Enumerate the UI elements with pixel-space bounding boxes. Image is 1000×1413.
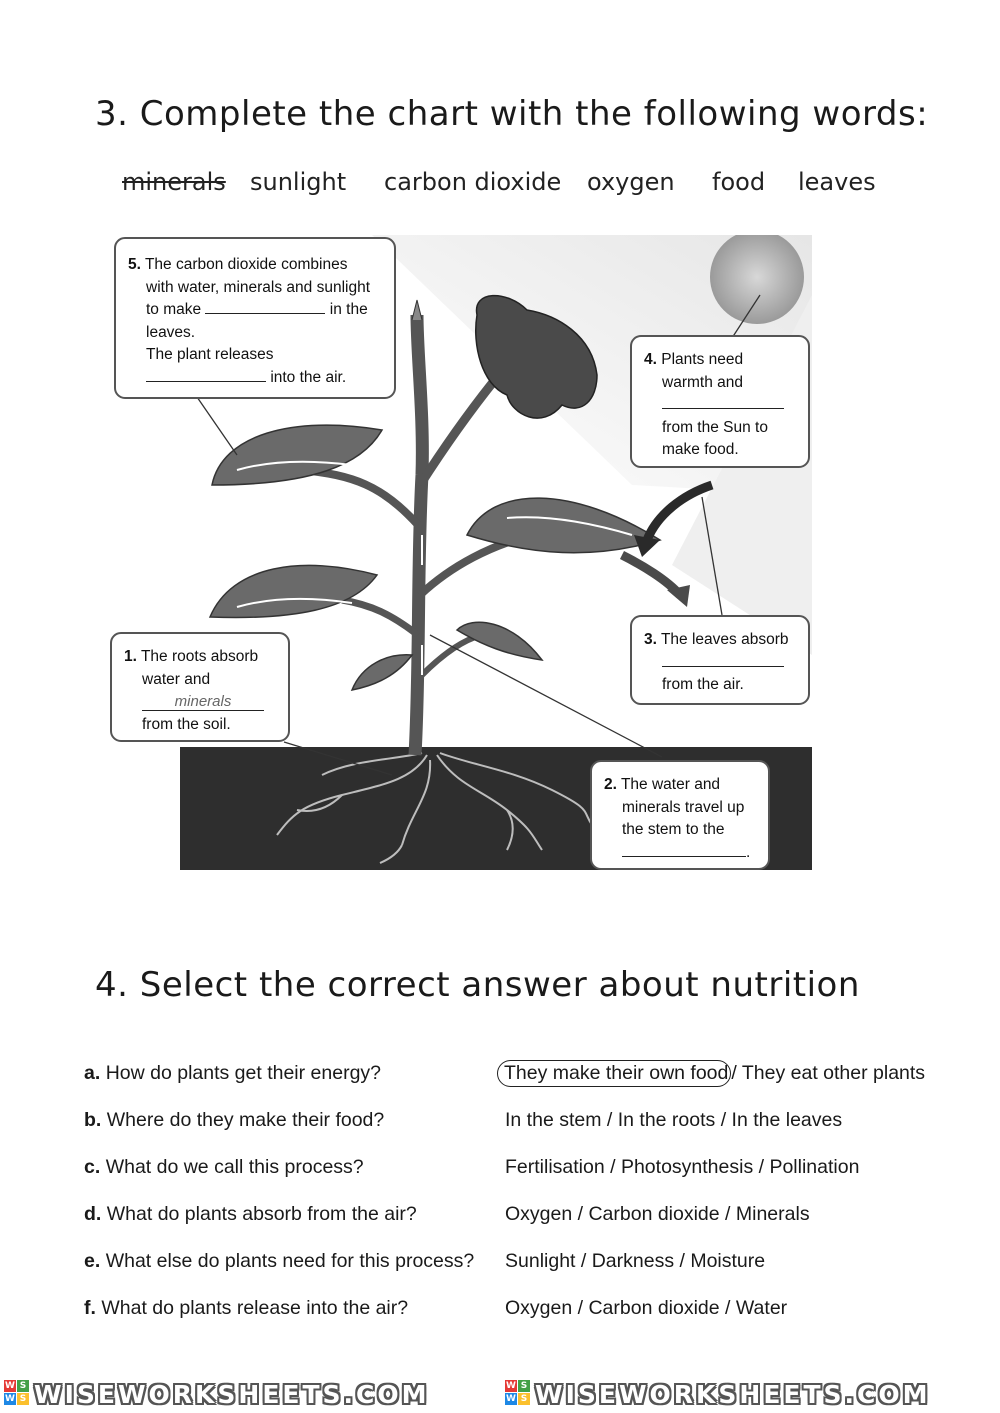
sunlight-blank[interactable] [662, 394, 784, 409]
question-letter: a. [84, 1062, 101, 1084]
answer-options[interactable]: In the stem / In the roots / In the leaves [505, 1109, 843, 1131]
callout-2-line4: . [746, 843, 751, 861]
leaf-small-left [352, 655, 412, 690]
logo-tile: S [518, 1380, 530, 1392]
question-letter: d. [84, 1203, 102, 1225]
callout-3 [630, 615, 810, 705]
callout-2-number: 2. [604, 776, 617, 793]
callout-4 [630, 335, 810, 468]
callout-5-line5: The plant releases [146, 346, 274, 363]
logo-tile: W [5, 1394, 15, 1404]
section-4-heading: 4. Select the correct answer about nutrition [95, 965, 860, 1005]
question-text: What else do plants need for this process? [105, 1250, 475, 1272]
word-minerals[interactable]: minerals [122, 168, 226, 196]
question-b [84, 1109, 984, 1139]
callout-2-line1: The water and [620, 776, 721, 793]
question-letter: e. [84, 1250, 101, 1272]
logo-icon [505, 1380, 531, 1406]
flower-bud [412, 300, 422, 320]
callout-3-number: 3. [644, 631, 657, 648]
callout-5 [114, 237, 396, 399]
logo-tile: W [506, 1394, 516, 1404]
leaves-blank[interactable] [622, 842, 746, 857]
callout-4-line4: make food. [662, 441, 739, 458]
callout-5-line6: into the air. [270, 368, 347, 386]
answer-option-selected[interactable]: They make their own food [497, 1060, 731, 1087]
callout-5-line4: leaves. [146, 323, 196, 341]
word-carbon-dioxide[interactable]: carbon dioxide [384, 168, 562, 196]
answer-option[interactable]: / They eat other plants [731, 1062, 926, 1084]
question-text: What do we call this process? [105, 1156, 364, 1178]
branch-left-lower [342, 600, 418, 635]
photosynthesis-diagram [112, 235, 812, 870]
callout-1-number: 1. [124, 648, 137, 665]
callout-2 [590, 760, 770, 870]
leaf-lower-left [210, 565, 377, 617]
callout-2-line3: the stem to the [622, 821, 725, 838]
branch-small [422, 635, 482, 675]
pointer-line-2 [430, 635, 662, 757]
question-letter: c. [84, 1156, 101, 1178]
callout-1-line3: from the soil. [142, 715, 231, 733]
question-text: Where do they make their food? [106, 1109, 385, 1131]
word-oxygen[interactable]: oxygen [587, 168, 675, 196]
oxygen-blank[interactable] [146, 367, 266, 382]
minerals-answer: minerals [142, 694, 264, 711]
callout-4-line1: Plants need [661, 351, 744, 368]
answer-options[interactable]: Oxygen / Carbon dioxide / Water [505, 1297, 788, 1319]
callout-3-line1: The leaves absorb [660, 631, 789, 648]
question-text: How do plants get their energy? [105, 1062, 382, 1084]
callout-2-line2: minerals travel up [622, 798, 745, 816]
logo-tile: S [17, 1393, 29, 1405]
callout-5-line3b: in the [329, 301, 368, 318]
callout-5-line2: with water, minerals and sunlight [146, 278, 371, 296]
carbon-dioxide-blank[interactable] [662, 652, 784, 667]
leaf-upper-left [212, 425, 382, 485]
word-bank [122, 168, 902, 208]
question-a [84, 1062, 984, 1092]
pointer-line-5 [197, 397, 237, 455]
question-f [84, 1297, 984, 1327]
word-sunlight[interactable]: sunlight [250, 168, 347, 196]
logo-tile: W [5, 1381, 15, 1391]
callout-5-line3a: to make [146, 301, 202, 318]
brand-text: WISEWORKSHEETS.COM [34, 1380, 430, 1409]
question-text: What do plants release into the air? [101, 1297, 409, 1319]
branch-left-upper [302, 470, 418, 525]
answer-options[interactable]: Fertilisation / Photosynthesis / Pollination [505, 1156, 860, 1178]
word-food[interactable]: food [712, 168, 766, 196]
answer-options[interactable]: Sunlight / Darkness / Moisture [505, 1250, 766, 1272]
callout-5-number: 5. [128, 256, 141, 273]
section-3-heading: 3. Complete the chart with the following words: [95, 94, 929, 134]
callout-1-line1: The roots absorb [140, 648, 259, 665]
callout-4-line2: warmth and [662, 373, 743, 391]
question-text: What do plants absorb from the air? [106, 1203, 417, 1225]
logo-tile: S [518, 1393, 530, 1405]
question-c [84, 1156, 984, 1186]
brand-text: WISEWORKSHEETS.COM [535, 1380, 931, 1409]
logo-tile: W [506, 1381, 516, 1391]
question-d [84, 1203, 984, 1233]
word-leaves[interactable]: leaves [798, 168, 876, 196]
food-blank[interactable] [205, 299, 325, 314]
logo-icon [4, 1380, 30, 1406]
question-letter: b. [84, 1109, 102, 1131]
footer-watermark [0, 1378, 1000, 1413]
callout-4-number: 4. [644, 351, 657, 368]
callout-1-line2: water and [142, 670, 211, 688]
logo-tile: S [17, 1380, 29, 1392]
callout-1 [110, 632, 290, 742]
question-letter: f. [84, 1297, 96, 1319]
callout-3-line2: from the air. [662, 676, 744, 693]
answer-options[interactable]: Oxygen / Carbon dioxide / Minerals [505, 1203, 810, 1225]
o2-arrow [622, 555, 680, 595]
callout-5-line1: The carbon dioxide combines [144, 256, 348, 273]
callout-4-line3: from the Sun to [662, 418, 768, 436]
question-e [84, 1250, 984, 1280]
